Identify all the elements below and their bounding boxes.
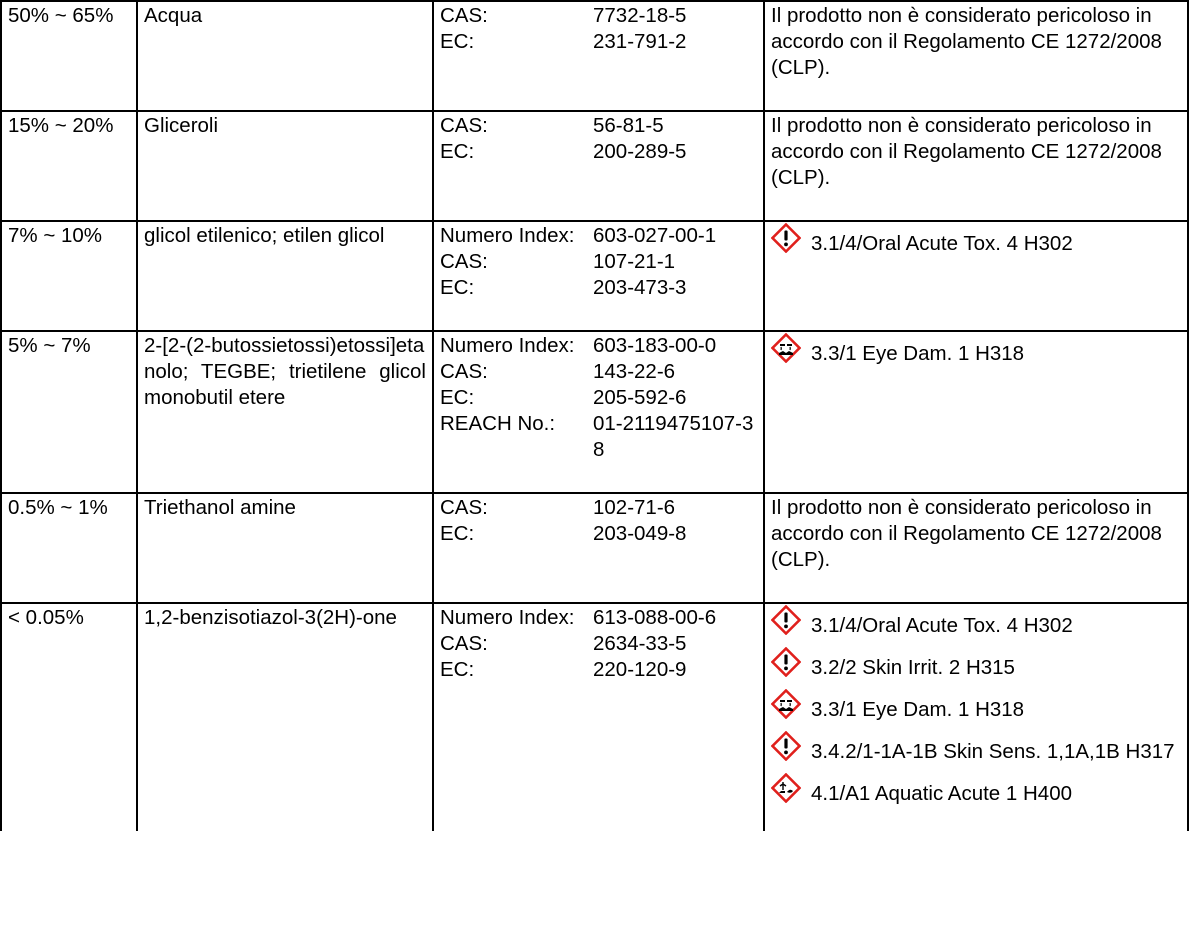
- identifier-value: 107-21-1: [593, 250, 676, 273]
- hazard-text: 3.4.2/1-1A-1B Skin Sens. 1,1A,1B H317: [811, 740, 1175, 763]
- identifier-key: CAS:: [440, 496, 488, 519]
- classification-text: Il prodotto non è considerato pericoloso in accordo con il Regolamento CE 1272/2008 (CLP).: [771, 114, 1162, 189]
- identifier-row: [440, 657, 757, 683]
- identifier-key: EC:: [440, 140, 475, 163]
- identifier-key: Numero Index:: [440, 224, 575, 247]
- identifier-value: 205-592-6: [593, 386, 687, 409]
- identifier-row: [440, 385, 757, 411]
- identifier-value: 603-183-00-0: [593, 334, 717, 357]
- table-row: [1, 493, 1188, 603]
- identifier-row: [440, 631, 757, 657]
- identifier-row: [440, 359, 757, 385]
- identifier-row: [440, 411, 757, 463]
- identifiers-cell: [433, 111, 764, 221]
- substance-name-cell: Gliceroli: [137, 111, 433, 221]
- substance-name-cell: 2-[2-(2-butossietossi)etossi]etanolo; TEGBE; trietilene glicol monobutil etere: [137, 331, 433, 493]
- ghs-exclamation-icon: [771, 605, 801, 635]
- classification-text: Il prodotto non è considerato pericoloso in accordo con il Regolamento CE 1272/2008 (CLP).: [771, 4, 1162, 79]
- hazard-text: 3.3/1 Eye Dam. 1 H318: [811, 342, 1025, 365]
- identifier-key: CAS:: [440, 250, 488, 273]
- identifier-value: 603-027-00-1: [593, 224, 717, 247]
- ghs-corrosion-icon: [771, 333, 801, 363]
- ghs-exclamation-icon: [771, 731, 801, 761]
- identifiers-cell: [433, 331, 764, 493]
- identifier-value: 203-049-8: [593, 522, 687, 545]
- identifiers-cell: [433, 493, 764, 603]
- classification-cell: [764, 111, 1188, 221]
- identifier-key: EC:: [440, 522, 475, 545]
- ghs-exclamation-icon: [771, 223, 801, 253]
- concentration-cell: 50% ~ 65%: [1, 1, 137, 111]
- concentration-cell: 5% ~ 7%: [1, 331, 137, 493]
- substance-name-cell: 1,2-benzisotiazol-3(2H)-one: [137, 603, 433, 831]
- concentration-cell: < 0.05%: [1, 603, 137, 831]
- identifier-value: 613-088-00-6: [593, 606, 717, 629]
- identifier-value: 220-120-9: [593, 658, 687, 681]
- identifier-row: [440, 521, 757, 547]
- identifier-key: EC:: [440, 30, 475, 53]
- identifier-key: EC:: [440, 658, 475, 681]
- hazard-statement: [771, 731, 1181, 765]
- identifiers-cell: [433, 603, 764, 831]
- identifier-row: [440, 495, 757, 521]
- substance-name-cell: Triethanol amine: [137, 493, 433, 603]
- identifier-row: [440, 223, 757, 249]
- hazard-statement: [771, 689, 1181, 723]
- concentration-cell: 0.5% ~ 1%: [1, 493, 137, 603]
- concentration-cell: 15% ~ 20%: [1, 111, 137, 221]
- hazard-text: 3.1/4/Oral Acute Tox. 4 H302: [811, 614, 1073, 637]
- hazard-text: 3.3/1 Eye Dam. 1 H318: [811, 698, 1025, 721]
- table-row: [1, 1, 1188, 111]
- identifier-row: [440, 3, 757, 29]
- identifier-row: [440, 249, 757, 275]
- substance-name-cell: Acqua: [137, 1, 433, 111]
- hazard-statement: [771, 333, 1181, 367]
- ghs-environment-icon: [771, 773, 801, 803]
- concentration-cell: 7% ~ 10%: [1, 221, 137, 331]
- identifiers-cell: [433, 221, 764, 331]
- identifier-row: [440, 275, 757, 301]
- identifiers-cell: [433, 1, 764, 111]
- identifier-key: CAS:: [440, 632, 488, 655]
- identifier-row: [440, 333, 757, 359]
- identifier-key: CAS:: [440, 360, 488, 383]
- hazard-statement: [771, 223, 1181, 257]
- table-row: [1, 603, 1188, 831]
- classification-cell: [764, 603, 1188, 831]
- hazard-statement: [771, 647, 1181, 681]
- identifier-row: [440, 113, 757, 139]
- hazard-text: 3.1/4/Oral Acute Tox. 4 H302: [811, 232, 1073, 255]
- classification-cell: [764, 493, 1188, 603]
- identifier-value: 56-81-5: [593, 114, 664, 137]
- classification-cell: [764, 221, 1188, 331]
- hazard-statement: [771, 605, 1181, 639]
- substance-name-cell: glicol etilenico; etilen glicol: [137, 221, 433, 331]
- identifier-value: 01-2119475107-38: [593, 412, 754, 461]
- identifier-key: Numero Index:: [440, 606, 575, 629]
- identifier-row: [440, 605, 757, 631]
- classification-text: Il prodotto non è considerato pericoloso in accordo con il Regolamento CE 1272/2008 (CLP).: [771, 496, 1162, 571]
- table-row: [1, 111, 1188, 221]
- identifier-value: 7732-18-5: [593, 4, 687, 27]
- identifier-key: EC:: [440, 386, 475, 409]
- identifier-key: EC:: [440, 276, 475, 299]
- identifier-key: CAS:: [440, 4, 488, 27]
- identifier-value: 2634-33-5: [593, 632, 687, 655]
- table-row: [1, 221, 1188, 331]
- ghs-exclamation-icon: [771, 647, 801, 677]
- identifier-value: 200-289-5: [593, 140, 687, 163]
- identifier-value: 143-22-6: [593, 360, 676, 383]
- identifier-row: [440, 139, 757, 165]
- identifier-value: 231-791-2: [593, 30, 687, 53]
- identifier-key: CAS:: [440, 114, 488, 137]
- classification-cell: [764, 1, 1188, 111]
- hazard-text: 4.1/A1 Aquatic Acute 1 H400: [811, 782, 1072, 805]
- ghs-corrosion-icon: [771, 689, 801, 719]
- identifier-value: 203-473-3: [593, 276, 687, 299]
- classification-cell: [764, 331, 1188, 493]
- hazard-text: 3.2/2 Skin Irrit. 2 H315: [811, 656, 1015, 679]
- hazard-statement: [771, 773, 1181, 807]
- table-row: [1, 331, 1188, 493]
- identifier-key: REACH No.:: [440, 412, 556, 435]
- identifier-value: 102-71-6: [593, 496, 676, 519]
- identifier-row: [440, 29, 757, 55]
- identifier-key: Numero Index:: [440, 334, 575, 357]
